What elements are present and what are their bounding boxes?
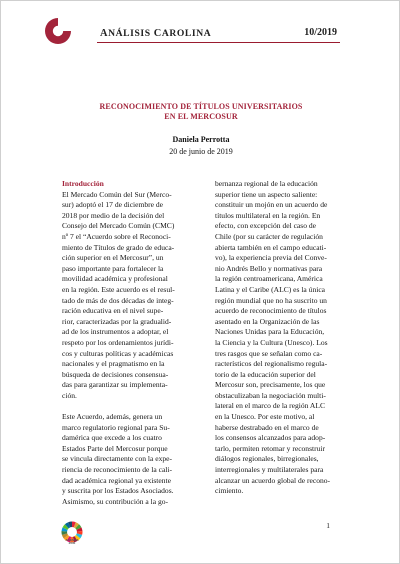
text-line: obstaculizaban la negociación multi- bbox=[215, 390, 326, 400]
text-line: nio Andrés Bello y normativas para bbox=[215, 263, 323, 273]
text-line: títulos multilateral en la región. En bbox=[215, 210, 321, 220]
text-line: diálogos regionales, birregionales, bbox=[215, 454, 319, 464]
text-line: haberse destrabado en el marco de bbox=[215, 422, 319, 432]
sdg-wheel-center bbox=[67, 527, 77, 537]
text-line: la región centroamericana, América bbox=[215, 274, 323, 284]
sdg-label bbox=[60, 539, 84, 546]
section-heading: Introducción bbox=[62, 179, 104, 188]
text-line: 2018 por medio de la decisión del bbox=[62, 210, 165, 220]
text-line: marco regulatorio regional para Su- bbox=[62, 422, 170, 432]
text-line: sur) adoptó el 17 de diciembre de bbox=[62, 200, 164, 210]
text-line: asentado en la Organización de las bbox=[215, 316, 320, 326]
text-line: ción. bbox=[62, 390, 77, 400]
page-number: 1 bbox=[326, 521, 330, 530]
text-line: nacionales y el pragmatismo en la bbox=[62, 359, 165, 369]
sdg-label-line2: 2030 bbox=[68, 541, 76, 546]
right-text-column bbox=[215, 179, 347, 497]
text-line: Chile (por su carácter de regulación bbox=[215, 231, 323, 241]
text-line: la Ciencia y la Cultura (Unesco). Los bbox=[215, 337, 328, 347]
text-line: los consensos alcanzados para adop- bbox=[215, 433, 326, 443]
text-line: acuerdo de reconocimiento de títulos bbox=[215, 306, 327, 316]
text-line: bernanza regional de la educación bbox=[215, 179, 318, 188]
text-line: das para garantizar su implementa- bbox=[62, 380, 168, 390]
text-line: búsqueda de decisiones consensua- bbox=[62, 369, 169, 379]
text-line: paso importante para fortalecer la bbox=[62, 263, 164, 273]
text-line: abierta también en el campo educati- bbox=[215, 242, 327, 252]
text-line: interregionales y multilaterales para bbox=[215, 465, 324, 475]
text-line bbox=[62, 401, 192, 412]
text-line: en la Unesco. Por este motivo, al bbox=[215, 412, 315, 422]
brand-name bbox=[100, 28, 211, 39]
text-line: Naciones Unidas para la Educación, bbox=[215, 327, 325, 337]
text-line: se vincula directamente con la expe- bbox=[62, 454, 173, 464]
text-line: y suscrita por los Estados Asociados. bbox=[62, 486, 174, 496]
brand-word2: AROLINA bbox=[161, 28, 212, 39]
text-line: región mundial que no ha suscrito un bbox=[215, 295, 327, 305]
brand-initial: A bbox=[100, 28, 109, 39]
publication-date: 20 de junio de 2019 bbox=[169, 147, 233, 156]
text-line: cimiento. bbox=[215, 486, 244, 496]
text-line: tarlo, permiten retomar y reconstruir bbox=[215, 443, 326, 453]
text-line: riencia de reconocimiento de la cali- bbox=[62, 465, 173, 475]
text-line: tado de más de dos décadas de integ- bbox=[62, 295, 174, 305]
text-line: movilidad académica y profesional bbox=[62, 274, 168, 284]
text-line: superior tiene un aspecto saliente: bbox=[215, 189, 318, 199]
brand-word1: NÁLISIS bbox=[108, 28, 154, 39]
sdg-label-line1: AGENDA bbox=[65, 538, 79, 542]
text-line: constituir un mojón en un acuerdo de bbox=[215, 200, 328, 210]
document-title-line1: RECONOCIMIENTO DE TÍTULOS UNIVERSITARIOS bbox=[99, 102, 303, 111]
text-line: efecto, con excepción del caso de bbox=[215, 221, 316, 231]
text-line: Mercosur son, precisamente, los que bbox=[215, 380, 326, 390]
carolina-logo-icon bbox=[44, 17, 72, 45]
text-line: ad de los instrumentos a adoptar, el bbox=[62, 327, 169, 337]
text-line: rior, caracterizadas por la gradualid- bbox=[62, 316, 172, 326]
text-line: Latina y el Caribe (ALC) es la única bbox=[215, 284, 326, 294]
text-line: El Mercado Común del Sur (Merco- bbox=[62, 189, 172, 199]
text-line: Estados Parte del Mercosur porque bbox=[62, 443, 168, 453]
text-line: torio de la educación superior del bbox=[215, 369, 316, 379]
left-text-column bbox=[62, 179, 192, 507]
text-line: racterísticos del regionalismo regula- bbox=[215, 359, 328, 369]
text-line: dad académica regional ya existente bbox=[62, 475, 171, 485]
text-line: alcanzar un acuerdo global de recono- bbox=[215, 475, 331, 485]
text-line: Este Acuerdo, además, genera un bbox=[62, 412, 163, 422]
text-line: nº 7 el “Acuerdo sobre el Reconoci- bbox=[62, 231, 171, 241]
issue-number: 10/2019 bbox=[304, 27, 337, 38]
text-line: cos y culturas políticas y académicas bbox=[62, 348, 174, 358]
text-line: respeto por los ordenamientos jurídi- bbox=[62, 337, 174, 347]
text-line: tres rasgos que se señalan como ca- bbox=[215, 348, 323, 358]
text-line: Asimismo, su contribución a la go- bbox=[62, 496, 169, 506]
author-name: Daniela Perrotta bbox=[172, 135, 230, 144]
text-line: lateral en el marco de la región ALC bbox=[215, 401, 326, 411]
text-line: vo), la experiencia previa del Conve- bbox=[215, 253, 327, 263]
text-line: Consejo del Mercado Común (CMC) bbox=[62, 221, 175, 231]
text-line: damérica que excede a los cuatro bbox=[62, 433, 162, 443]
brand-initial2: C bbox=[153, 28, 162, 39]
document-title-line2: EN EL MERCOSUR bbox=[164, 112, 238, 121]
text-line: ración educativa en el nivel supe- bbox=[62, 306, 164, 316]
header-rule bbox=[97, 42, 340, 43]
text-line: en la región. Este acuerdo es el resul- bbox=[62, 284, 175, 294]
text-line: ción superior en el Mercosur”, un bbox=[62, 253, 164, 263]
text-line: miento de Títulos de grado de educa- bbox=[62, 242, 175, 252]
